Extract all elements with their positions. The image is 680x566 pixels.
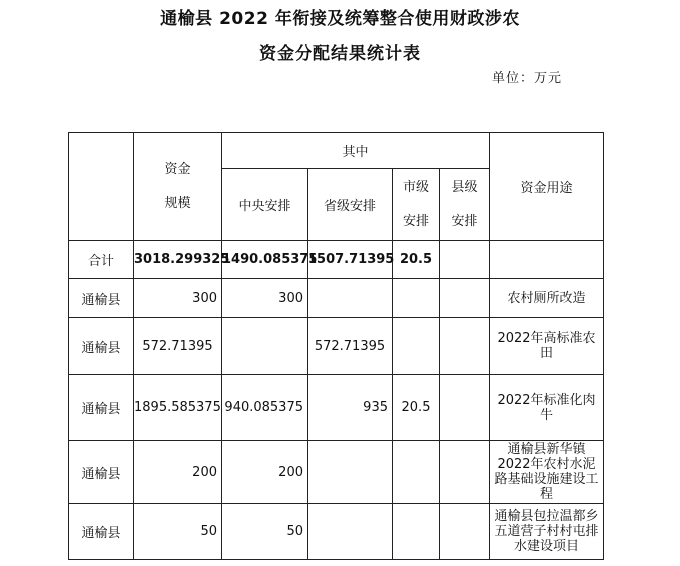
row-usage: 通榆县包拉温都乡五道营子村村屯排水建设项目 <box>490 504 604 560</box>
header-among: 其中 <box>222 133 490 169</box>
row-provincial: 572.71395 <box>308 318 393 375</box>
row-county <box>440 318 490 375</box>
row-city <box>393 441 440 504</box>
row-county-name: 通榆县 <box>69 279 134 318</box>
total-usage <box>490 241 604 279</box>
row-county-name: 通榆县 <box>69 318 134 375</box>
total-central: 1490.085375 <box>222 241 308 279</box>
header-county <box>440 169 490 241</box>
row-provincial <box>308 441 393 504</box>
row-city <box>393 318 440 375</box>
header-provincial: 省级安排 <box>308 169 393 241</box>
row-scale: 300 <box>134 279 222 318</box>
total-row <box>69 241 604 279</box>
row-county <box>440 375 490 441</box>
row-city: 20.5 <box>393 375 440 441</box>
row-county <box>440 279 490 318</box>
table-row <box>69 504 604 560</box>
row-scale: 1895.585375 <box>134 375 222 441</box>
row-county-name: 通榆县 <box>69 441 134 504</box>
document-title-line1: 通榆县 2022 年衔接及统筹整合使用财政涉农 <box>160 9 520 29</box>
row-county-name: 通榆县 <box>69 504 134 560</box>
total-scale: 3018.299325 <box>134 241 222 279</box>
header-central: 中央安排 <box>222 169 308 241</box>
header-city-line1: 市级 <box>402 179 429 195</box>
row-usage: 农村厕所改造 <box>490 279 604 318</box>
table-row <box>69 375 604 441</box>
row-city <box>393 504 440 560</box>
total-provincial: 1507.71395 <box>308 241 393 279</box>
header-scale-line1: 资金 <box>164 161 191 177</box>
row-central: 300 <box>222 279 308 318</box>
total-city: 20.5 <box>393 241 440 279</box>
header-usage: 资金用途 <box>490 133 604 241</box>
table-row <box>69 279 604 318</box>
table-row <box>69 318 604 375</box>
allocation-table <box>68 132 604 560</box>
document-title-line2: 资金分配结果统计表 <box>259 44 421 64</box>
row-city <box>393 279 440 318</box>
header-scale-line2: 规模 <box>164 195 191 211</box>
row-usage: 2022年标准化肉牛 <box>490 375 604 441</box>
total-label: 合计 <box>69 241 134 279</box>
row-central: 940.085375 <box>222 375 308 441</box>
row-provincial <box>308 504 393 560</box>
table-row <box>69 441 604 504</box>
row-scale: 572.71395 <box>134 318 222 375</box>
row-county <box>440 441 490 504</box>
row-central: 50 <box>222 504 308 560</box>
row-provincial <box>308 279 393 318</box>
header-city-line2: 安排 <box>402 213 429 229</box>
total-county <box>440 241 490 279</box>
row-scale: 200 <box>134 441 222 504</box>
row-county-name: 通榆县 <box>69 375 134 441</box>
header-blank-cell <box>69 133 134 241</box>
row-usage: 2022年高标准农田 <box>490 318 604 375</box>
row-county <box>440 504 490 560</box>
header-county-line2: 安排 <box>451 213 478 229</box>
header-scale <box>134 133 222 241</box>
header-city <box>393 169 440 241</box>
unit-label: 单位：万元 <box>492 71 563 86</box>
header-row-1 <box>69 133 604 169</box>
row-scale: 50 <box>134 504 222 560</box>
header-county-line1: 县级 <box>451 179 478 195</box>
row-usage: 通榆县新华镇2022年农村水泥路基础设施建设工程 <box>490 441 604 504</box>
row-central: 200 <box>222 441 308 504</box>
row-central <box>222 318 308 375</box>
row-provincial: 935 <box>308 375 393 441</box>
